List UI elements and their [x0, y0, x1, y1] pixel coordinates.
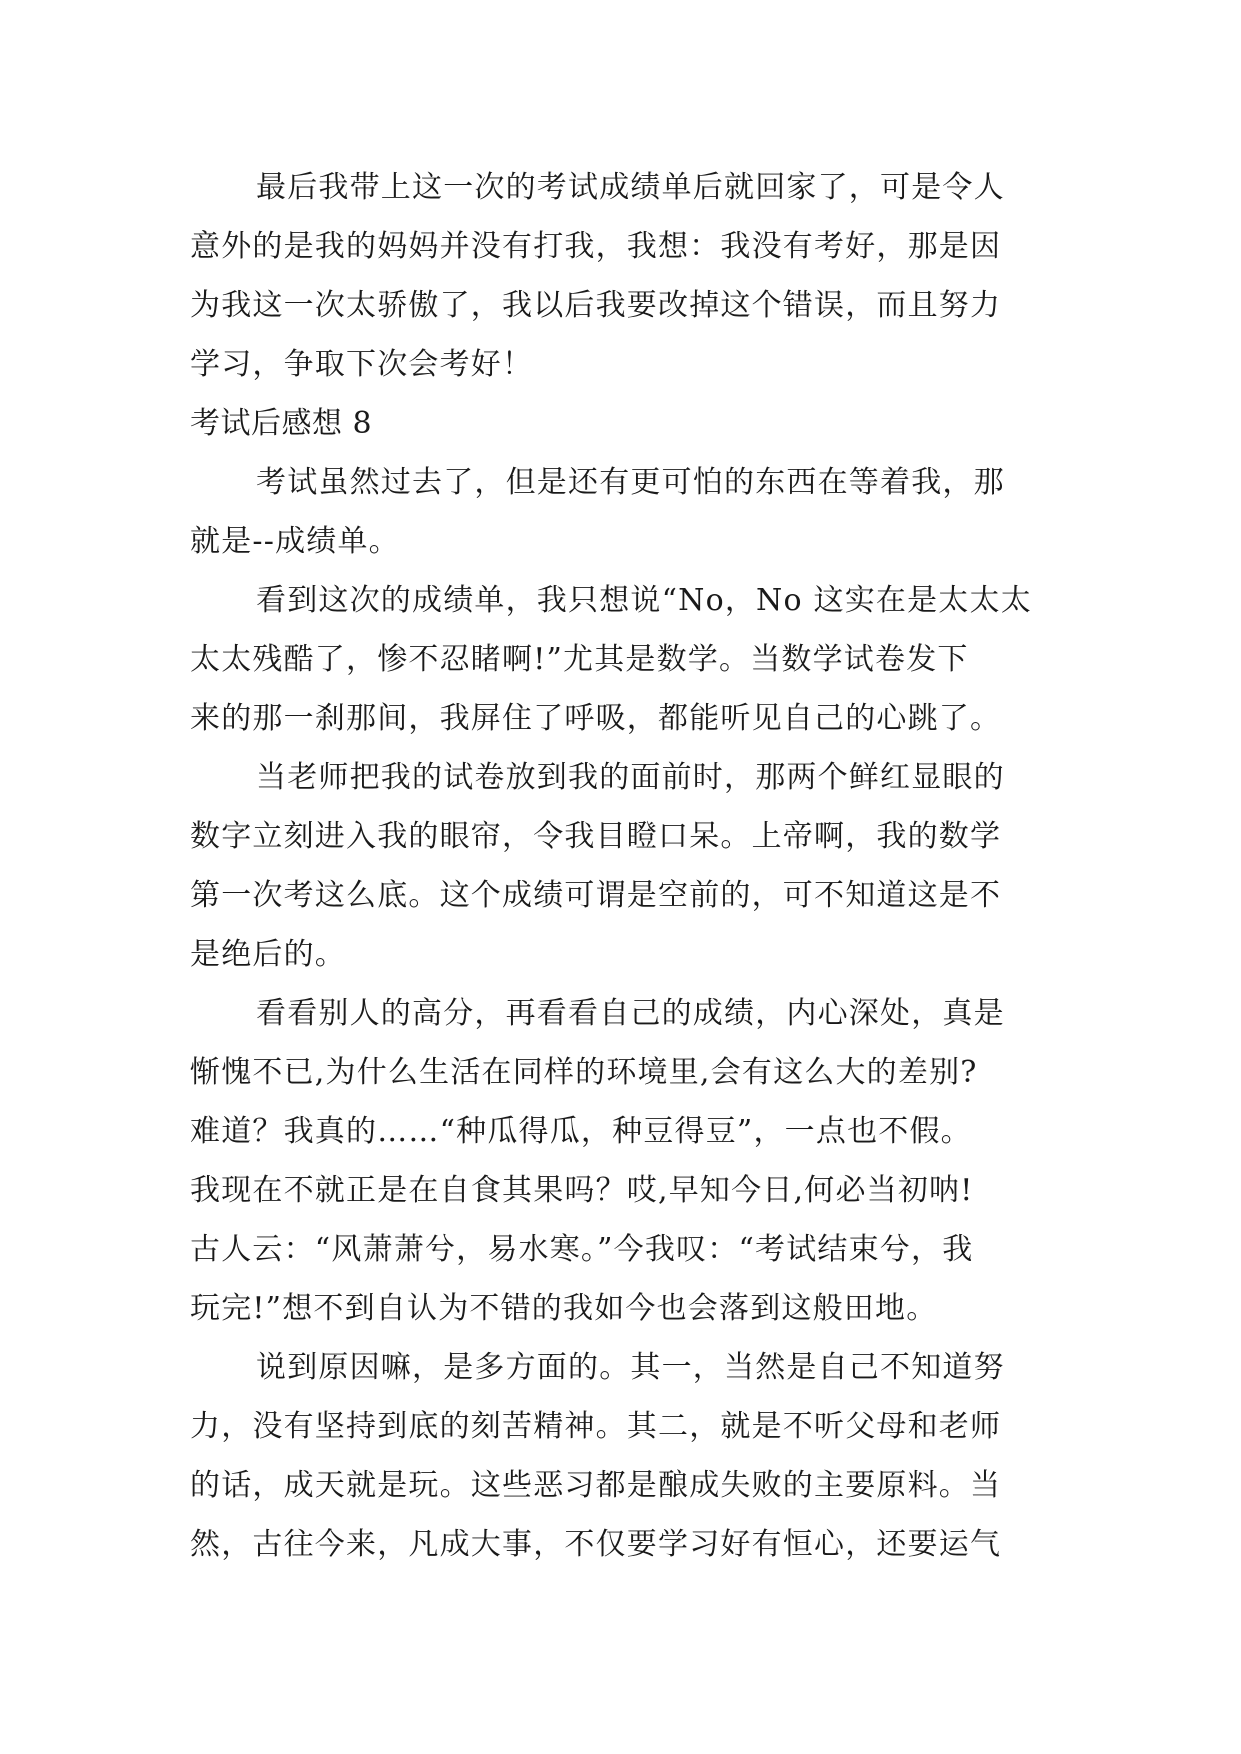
text-line: 我现在不就正是在自食其果吗？哎,早知今日,何必当初呐! — [190, 1173, 974, 1208]
text-line: 就是--成绩单。 — [190, 524, 400, 559]
text-line: 惭愧不已,为什么生活在同样的环境里,会有这么大的差别? — [190, 1055, 978, 1090]
text-line: 数字立刻进入我的眼帘，令我目瞪口呆。上帝啊，我的数学 — [190, 819, 1002, 854]
text-line: 学习，争取下次会考好！ — [190, 347, 534, 382]
text-line: 最后我带上这一次的考试成绩单后就回家了，可是令人 — [256, 170, 1005, 205]
text-line: 考试虽然过去了，但是还有更可怕的东西在等着我，那 — [256, 465, 1005, 500]
text-line: 为我这一次太骄傲了，我以后我要改掉这个错误，而且努力 — [190, 288, 1002, 323]
text-line: 难道？我真的……“种瓜得瓜，种豆得豆”，一点也不假。 — [190, 1114, 972, 1149]
text-line: 古人云：“风萧萧兮，易水寒。”今我叹：“考试结束兮，我 — [190, 1232, 974, 1267]
text-line: 力，没有坚持到底的刻苦精神。其二，就是不听父母和老师 — [190, 1409, 1002, 1444]
text-line: 来的那一刹那间，我屏住了呼吸，都能听见自己的心跳了。 — [190, 701, 1002, 736]
text-line: 看到这次的成绩单，我只想说“No，No 这实在是太太太 — [256, 583, 1032, 618]
text-line: 看看别人的高分，再看看自己的成绩，内心深处，真是 — [256, 996, 1005, 1031]
document-page — [190, 158, 1070, 1574]
text-line: 说到原因嘛，是多方面的。其一，当然是自己不知道努 — [256, 1350, 1005, 1385]
text-line: 玩完!”想不到自认为不错的我如今也会落到这般田地。 — [190, 1291, 938, 1326]
text-line: 是绝后的。 — [190, 937, 346, 972]
text-line: 的话，成天就是玩。这些恶习都是酿成失败的主要原料。当 — [190, 1468, 1002, 1503]
section-heading: 考试后感想 8 — [190, 406, 373, 441]
text-line: 当老师把我的试卷放到我的面前时，那两个鲜红显眼的 — [256, 760, 1005, 795]
text-line: 然，古往今来，凡成大事，不仅要学习好有恒心，还要运气 — [190, 1527, 1002, 1562]
text-line: 第一次考这么底。这个成绩可谓是空前的，可不知道这是不 — [190, 878, 1002, 913]
text-line: 意外的是我的妈妈并没有打我，我想：我没有考好，那是因 — [190, 229, 1002, 264]
text-line: 太太残酷了，惨不忍睹啊!”尤其是数学。当数学试卷发下 — [190, 642, 969, 677]
